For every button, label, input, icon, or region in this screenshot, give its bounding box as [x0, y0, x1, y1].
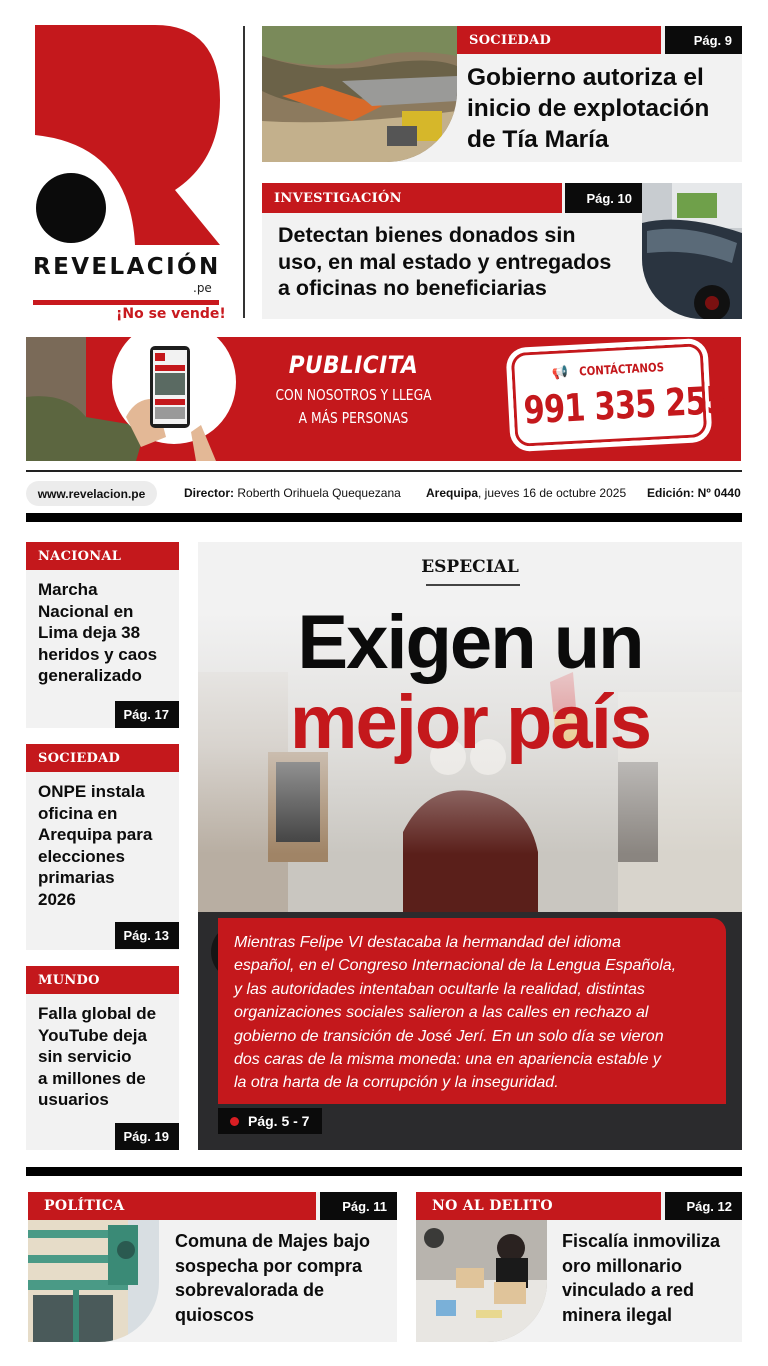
mining-landscape-image-icon: [262, 26, 457, 162]
top-story-sociedad[interactable]: [262, 26, 742, 162]
category-label: SOCIEDAD: [26, 744, 179, 772]
story-headline: ONPE instala oficina en Arequipa para elecciones primarias 2026: [38, 782, 153, 909]
side-story-mundo[interactable]: [26, 966, 179, 1150]
story-headline: Comuna de Majes bajo sospecha por compra sobrevalorada de quioscos: [175, 1231, 371, 1325]
red-dot-icon: [230, 1117, 239, 1126]
ad-title: PUBLICITA: [288, 351, 419, 379]
story-headline: Fiscalía inmoviliza oro millonario vinculado a red minera ilegal: [562, 1231, 721, 1325]
story-headline: Marcha Nacional en Lima deja 38 heridos y caos generalizado: [38, 580, 158, 685]
edition-number: Edición: Nº 0440: [647, 486, 741, 500]
page-reference: Pág. 11: [320, 1192, 397, 1220]
top-story-investigacion[interactable]: [262, 183, 742, 319]
parked-vehicles-photo: [642, 183, 742, 319]
page-reference: Pág. 12: [665, 1192, 742, 1220]
megaphone-icon: 📢: [551, 364, 569, 380]
category-label: NO AL DELITO: [416, 1192, 661, 1220]
contact-label: CONTÁCTANOS: [579, 360, 665, 379]
gold-bars-photo: [416, 1220, 547, 1342]
brand-domain-suffix: .pe: [193, 281, 212, 295]
kicker-underline: [426, 584, 520, 586]
story-headline: Detectan bienes donados sin uso, en mal estado y entregados a oficinas no beneficiarias: [278, 223, 612, 300]
info-top-rule: [26, 470, 742, 472]
mining-site-photo: [262, 26, 457, 162]
ad-subtitle: CON NOSOTROS Y LLEGA A MÁS PERSONAS: [275, 386, 432, 427]
revelacion-r-logo-icon: [35, 25, 220, 245]
feature-headline-line2: mejor país: [289, 680, 651, 765]
category-label: INVESTIGACIÓN: [262, 183, 562, 213]
brand-underline: [33, 300, 219, 305]
publication-date: Arequipa, jueves 16 de octubre 2025: [426, 486, 627, 500]
masthead-divider: [243, 26, 245, 318]
page-reference: Pág. 19: [115, 1123, 179, 1150]
feature-headline-line1: Exigen un: [297, 600, 643, 685]
website-link[interactable]: www.revelacion.pe: [26, 481, 157, 506]
hand-holding-phone-image-icon: [26, 337, 256, 461]
side-story-sociedad[interactable]: [26, 744, 179, 950]
feature-page-reference: Pág. 5 - 7: [218, 1108, 322, 1134]
page-reference: Pág. 10: [565, 183, 642, 213]
brand-slogan: ¡No se vende!: [116, 306, 226, 322]
brand-name: REVELACIÓN: [33, 254, 221, 280]
building-image-icon: [28, 1220, 159, 1342]
feature-story[interactable]: [198, 542, 742, 1150]
vehicles-image-icon: [642, 183, 742, 319]
story-headline: Falla global de YouTube deja sin servicio a millones de usuarios: [38, 1004, 157, 1109]
story-headline: Gobierno autoriza el inicio de explotación de Tía María: [467, 64, 710, 153]
page-reference: Pág. 9: [665, 26, 742, 54]
side-story-nacional[interactable]: [26, 542, 179, 728]
category-label: SOCIEDAD: [457, 26, 661, 54]
page-reference: Pág. 17: [115, 701, 179, 728]
section-rule: [26, 513, 742, 522]
feature-kicker: ESPECIAL: [421, 557, 519, 577]
advertising-banner[interactable]: [26, 337, 741, 461]
bottom-story-politica[interactable]: [28, 1192, 397, 1342]
gold-seizure-image-icon: [416, 1220, 547, 1342]
category-label: MUNDO: [26, 966, 179, 994]
category-label: POLÍTICA: [28, 1192, 316, 1220]
masthead-logo[interactable]: [26, 22, 226, 322]
contact-phone[interactable]: 991 335 255: [522, 377, 728, 433]
bottom-story-no-al-delito[interactable]: [416, 1192, 742, 1342]
feature-summary: Mientras Felipe VI destacaba la hermandad del idioma español, en el Congreso Internacional de la Lengua Española, y las autoridades intentaban ocultarle la realidad, distintas organizaciones sociales salieron a las calles en rechazo al gobierno de transición de José Jerí. En un solo día se vieron dos caras de la misma moneda: una en apariencia estable y la otra harta de la corrupción y la inseguridad.: [218, 918, 726, 1104]
page-reference: Pág. 13: [115, 922, 179, 949]
municipal-building-photo: [28, 1220, 159, 1342]
director-credit: Director: Roberth Orihuela Quequezana: [184, 486, 401, 500]
contact-bubble[interactable]: [508, 340, 728, 450]
category-label: NACIONAL: [26, 542, 179, 570]
section-rule-bottom: [26, 1167, 742, 1176]
